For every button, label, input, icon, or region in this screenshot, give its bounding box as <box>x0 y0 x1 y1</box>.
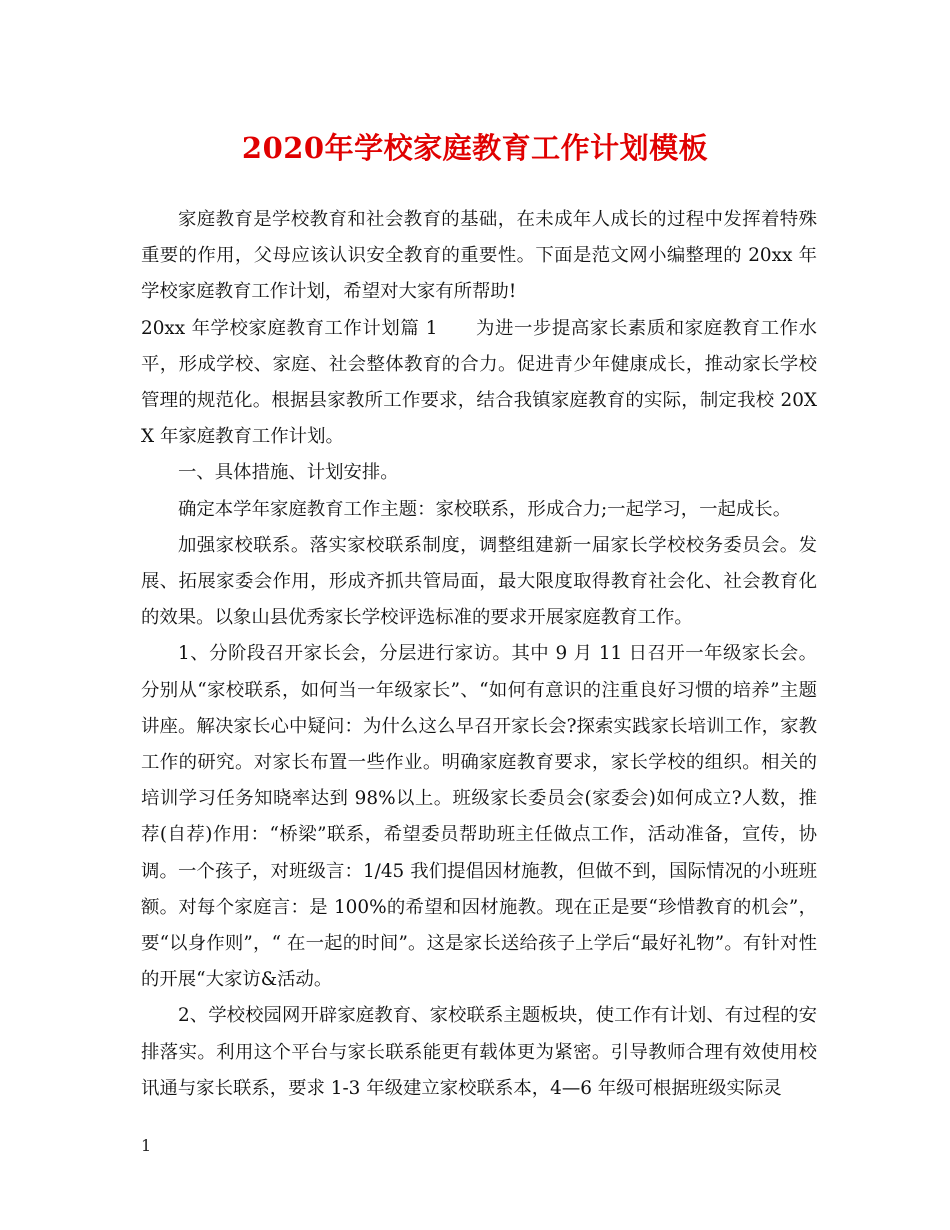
paragraph: 加强家校联系。落实家校联系制度，调整组建新一届家长学校校务委员会。发展、拓展家委会作用，形成齐抓共管局面，最大限度取得教育社会化、社会教育化的效果。以象山县优秀家长学校评选标准的要求开展家庭教育工作。 <box>141 534 817 629</box>
document-title: 2020年学校家庭教育工作计划模板 <box>241 131 709 165</box>
paragraph: 1、分阶段召开家长会，分层进行家访。其中 9 月 11 日召开一年级家长会。分别从“家校联系，如何当一年级家长”、“如何有意识的注重良好习惯的培养”主题讲座。解决家长心中疑问：为什么这么早召开家长会?探索实践家长培训工作，家教工作的研究。对家长布置一些作业。明确家庭教育要求，家长学校的组织。相关的培训学习任务知晓率达到 98%以上。班级家长委员会(家委会)如何成立?人数，推荐(自荐)作用：“桥梁”联系，希望委员帮助班主任做点工作，活动准备，宣传，协调。一个孩子，对班级言：1/45 我们提倡因材施教，但做不到，国际情况的小班班额。对每个家庭言：是 100%的希望和因材施教。现在正是要“珍惜教育的机会”，要“以身作则”，“ 在一起的时间”。这是家长送给孩子上学后“最好礼物”。有针对性的开展“大家访&活动。 <box>141 643 817 991</box>
section-heading: 一、具体措施、计划安排。 <box>178 462 399 484</box>
document-body <box>141 202 817 1107</box>
paragraph: 2、学校校园网开辟家庭教育、家校联系主题板块，使工作有计划、有过程的安排落实。利用这个平台与家长联系能更有载体更为紧密。引导教师合理有效使用校讯通与家长联系，要求 1-3 年级建立家校联系本，4—6 年级可根据班级实际灵 <box>141 1005 817 1099</box>
paragraph: 确定本学年家庭教育工作主题：家校联系，形成合力;一起学习，一起成长。 <box>178 498 792 520</box>
page-number: 1 <box>141 1136 152 1155</box>
paragraph: 20xx 年学校家庭教育工作计划篇 1 为进一步提高家长素质和家庭教育工作水平，形成学校、家庭、社会整体教育的合力。促进青少年健康成长，推动家长学校管理的规范化。根据县家教所工作要求，结合我镇家庭教育的实际，制定我校 20XX 年家庭教育工作计划。 <box>141 317 817 448</box>
paragraph: 家庭教育是学校教育和社会教育的基础，在未成年人成长的过程中发挥着特殊重要的作用，父母应该认识安全教育的重要性。下面是范文网小编整理的 20xx 年学校家庭教育工作计划，希望对大家有所帮助! <box>141 209 817 303</box>
